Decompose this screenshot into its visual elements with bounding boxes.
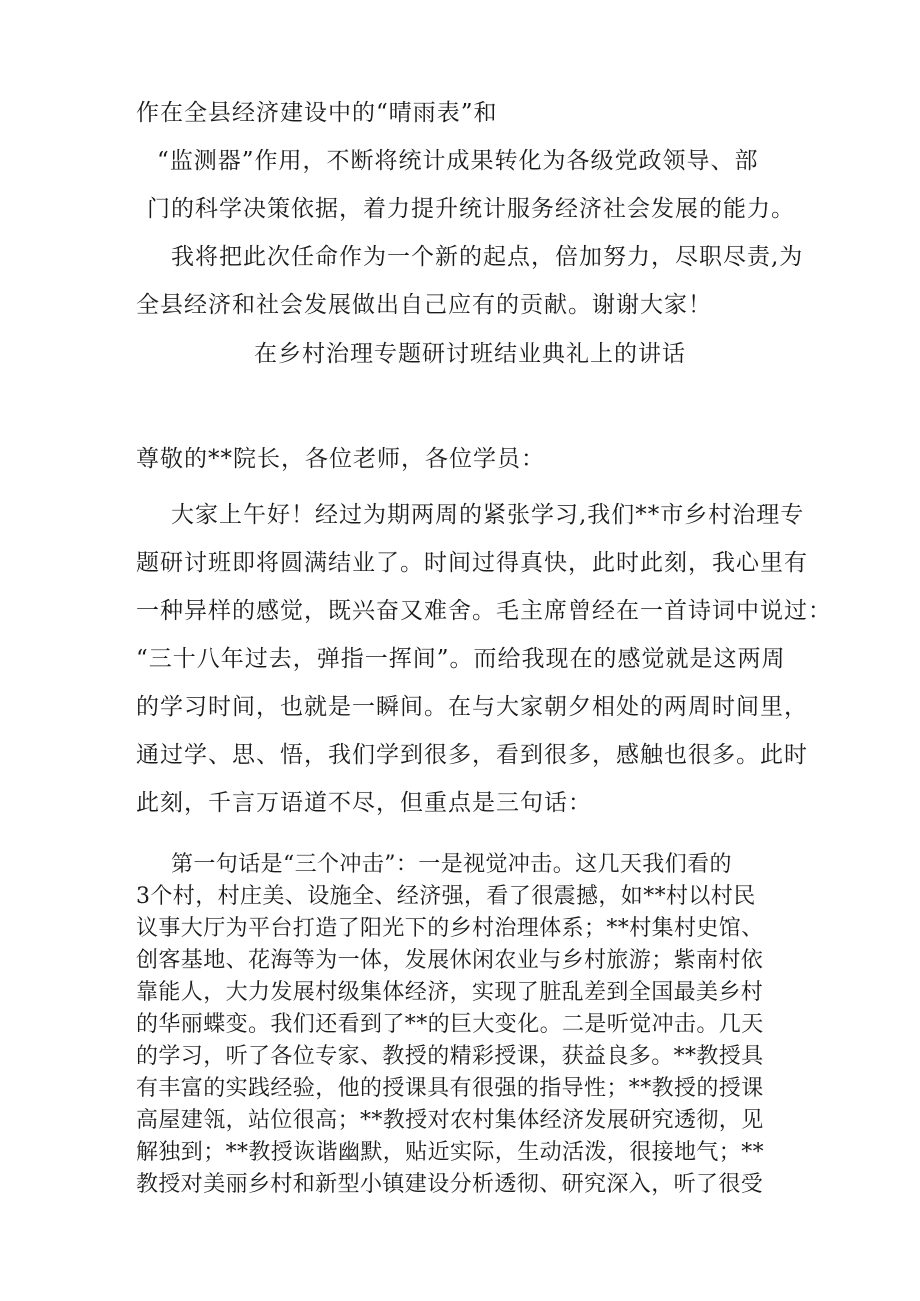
text-line: 解独到；**教授诙谐幽默，贴近实际，生动活泼，很接地气；** bbox=[136, 1140, 765, 1165]
text-line: 门的科学决策依据，着力提升统计服务经济社会发展的能力。 bbox=[147, 196, 795, 222]
text-line: 的学习时间，也就是一瞬间。在与大家朝夕相处的两周时间里， bbox=[136, 694, 808, 720]
text-line: 通过学、思、悟，我们学到很多，看到很多，感触也很多。此时 bbox=[136, 742, 808, 768]
text-line: 的学习，听了各位专家、教授的精彩授课，获益良多。**教授具 bbox=[136, 1044, 764, 1069]
salutation: 尊敬的**院长，各位老师，各位学员： bbox=[136, 446, 545, 472]
text-line: 靠能人，大力发展村级集体经济，实现了脏乱差到全国最美乡村 bbox=[136, 980, 764, 1005]
text-line: “三十八年过去，弹指一挥间”。而给我现在的感觉就是这两周 bbox=[136, 646, 786, 672]
text-line: 3个村，村庄美、设施全、经济强，看了很震撼，如**村以村民 bbox=[136, 884, 756, 909]
text-line: 题研讨班即将圆满结业了。时间过得真快，此时此刻，我心里有 bbox=[136, 550, 808, 576]
text-line: 全县经济和社会发展做出自己应有的贡献。谢谢大家！ bbox=[136, 292, 712, 318]
text-line: 教授对美丽乡村和新型小镇建设分析透彻、研究深入，听了很受 bbox=[136, 1172, 764, 1197]
text-line: 此刻，千言万语道不尽，但重点是三句话： bbox=[136, 790, 592, 816]
text-line: 的华丽蝶变。我们还看到了**的巨大变化。二是听觉冲击。几天 bbox=[136, 1012, 764, 1037]
text-line: 我将把此次任命作为一个新的起点，倍加努力，尽职尽责,为 bbox=[171, 244, 804, 270]
text-line: 有丰富的实践经验，他的授课具有很强的指导性；**教授的授课 bbox=[136, 1076, 764, 1101]
speech-title: 在乡村治理专题研讨班结业典礼上的讲话 bbox=[254, 341, 686, 367]
text-line: 议事大厅为平台打造了阳光下的乡村治理体系；**村集村史馆、 bbox=[136, 916, 764, 941]
text-line: 一种异样的感觉，既兴奋又难舍。毛主席曾经在一首诗词中说过： bbox=[136, 598, 832, 624]
text-line: 大家上午好！经过为期两周的紧张学习,我们**市乡村治理专 bbox=[171, 502, 805, 528]
text-line: 作在全县经济建设中的“晴雨表”和 bbox=[136, 100, 498, 126]
text-line: 第一句话是“三个冲击”：一是视觉冲击。这几天我们看的 bbox=[171, 852, 732, 877]
text-line: 创客基地、花海等为一体，发展休闲农业与乡村旅游；紫南村依 bbox=[136, 948, 764, 973]
text-line: “监测器”作用，不断将统计成果转化为各级党政领导、部 bbox=[157, 148, 759, 174]
text-line: 高屋建瓴，站位很高；**教授对农村集体经济发展研究透彻，见 bbox=[136, 1108, 764, 1133]
